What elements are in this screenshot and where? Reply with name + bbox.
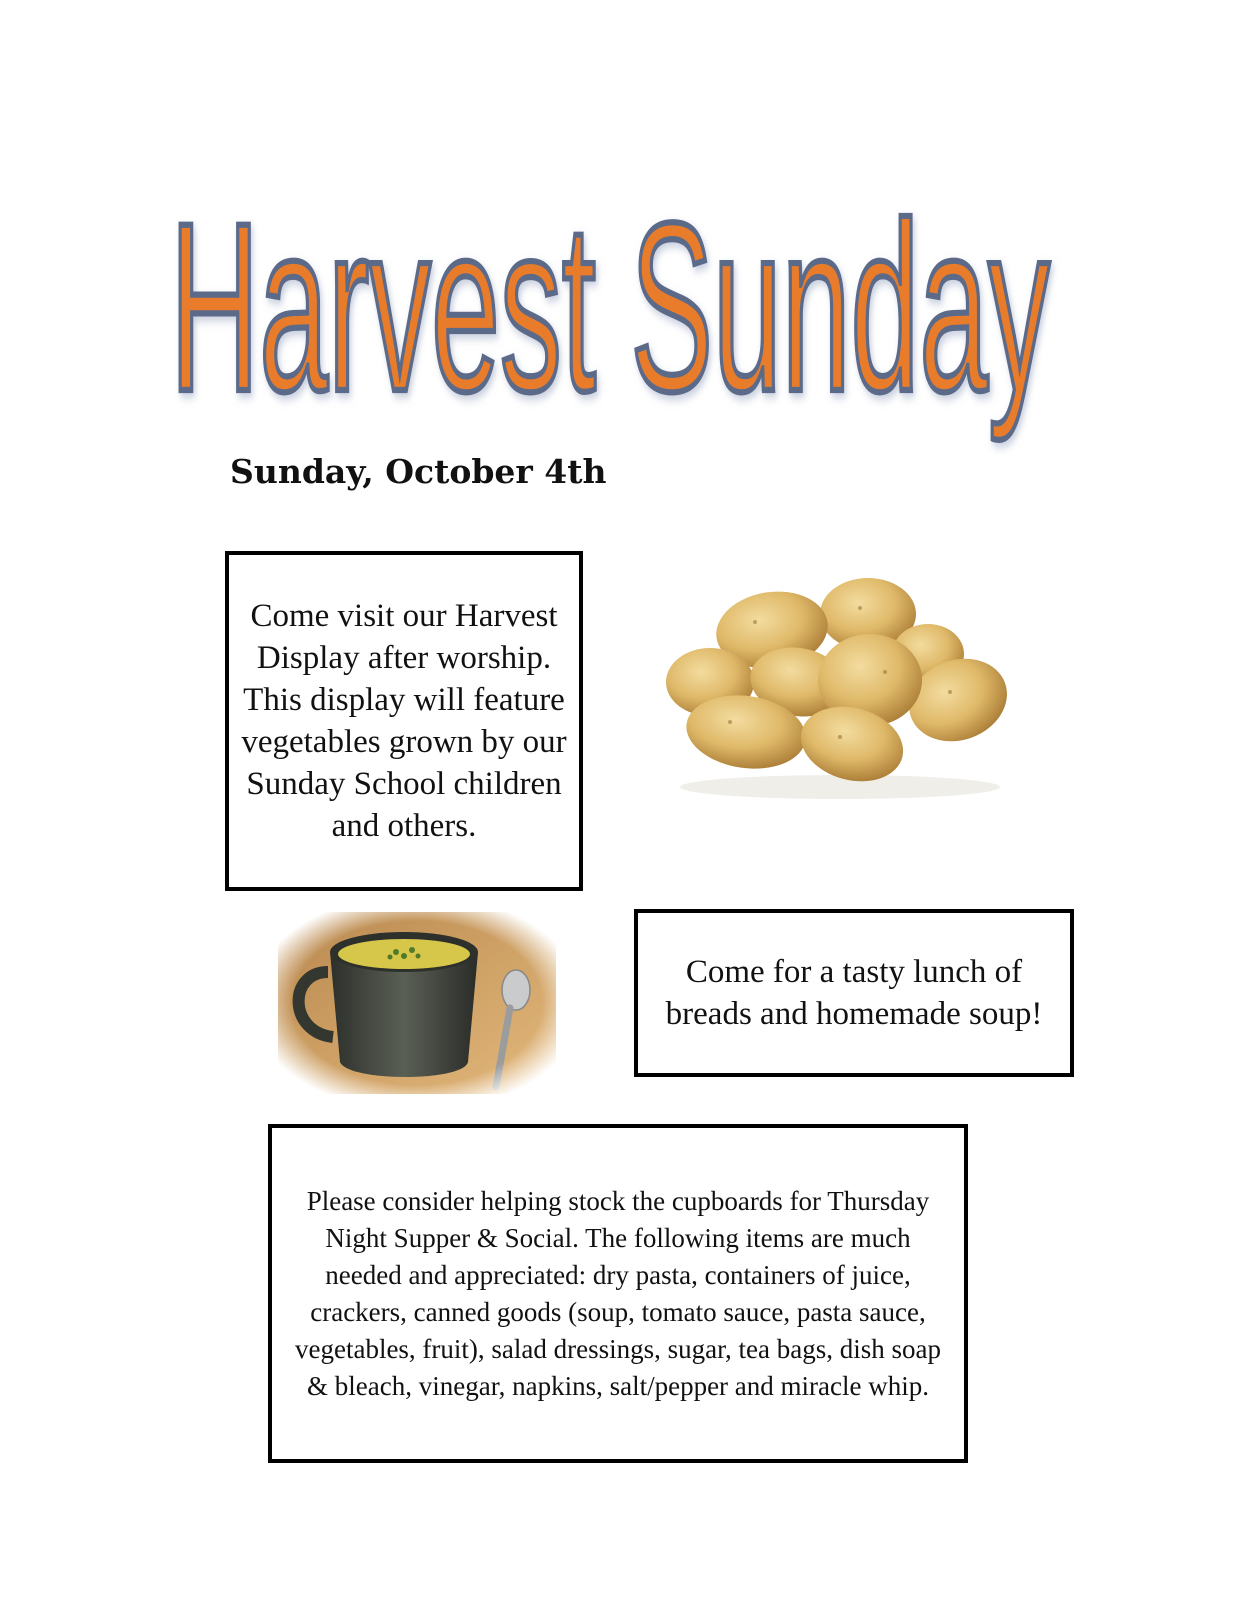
cupboard-request-text: Please consider helping stock the cupboards for Thursday Night Supper & Social. The following items are much needed and appreciated: dry pasta, containers of juice, crackers, canned goods (soup, tomato sauce, pasta sauce, vegetables, fruit), salad dressings, sugar, tea bags, dish soap & bleach, vinegar, napkins, salt/pepper and miracle whip. — [294, 1185, 941, 1401]
cupboard-request-box — [268, 1124, 968, 1463]
lunch-text: Come for a tasty lunch of breads and homemade soup! — [665, 954, 1043, 1032]
harvest-display-box — [225, 551, 583, 891]
lunch-box — [634, 909, 1074, 1077]
flyer-title-text: Harvest Sunday — [170, 172, 1051, 442]
harvest-display-text: Come visit our Harvest Display after worship. This display will feature vegetables grown by our Sunday School children and others. — [241, 598, 567, 844]
potatoes-image — [660, 572, 1020, 802]
event-date: Sunday, October 4th — [230, 452, 607, 491]
soup-cup-image — [278, 912, 556, 1094]
